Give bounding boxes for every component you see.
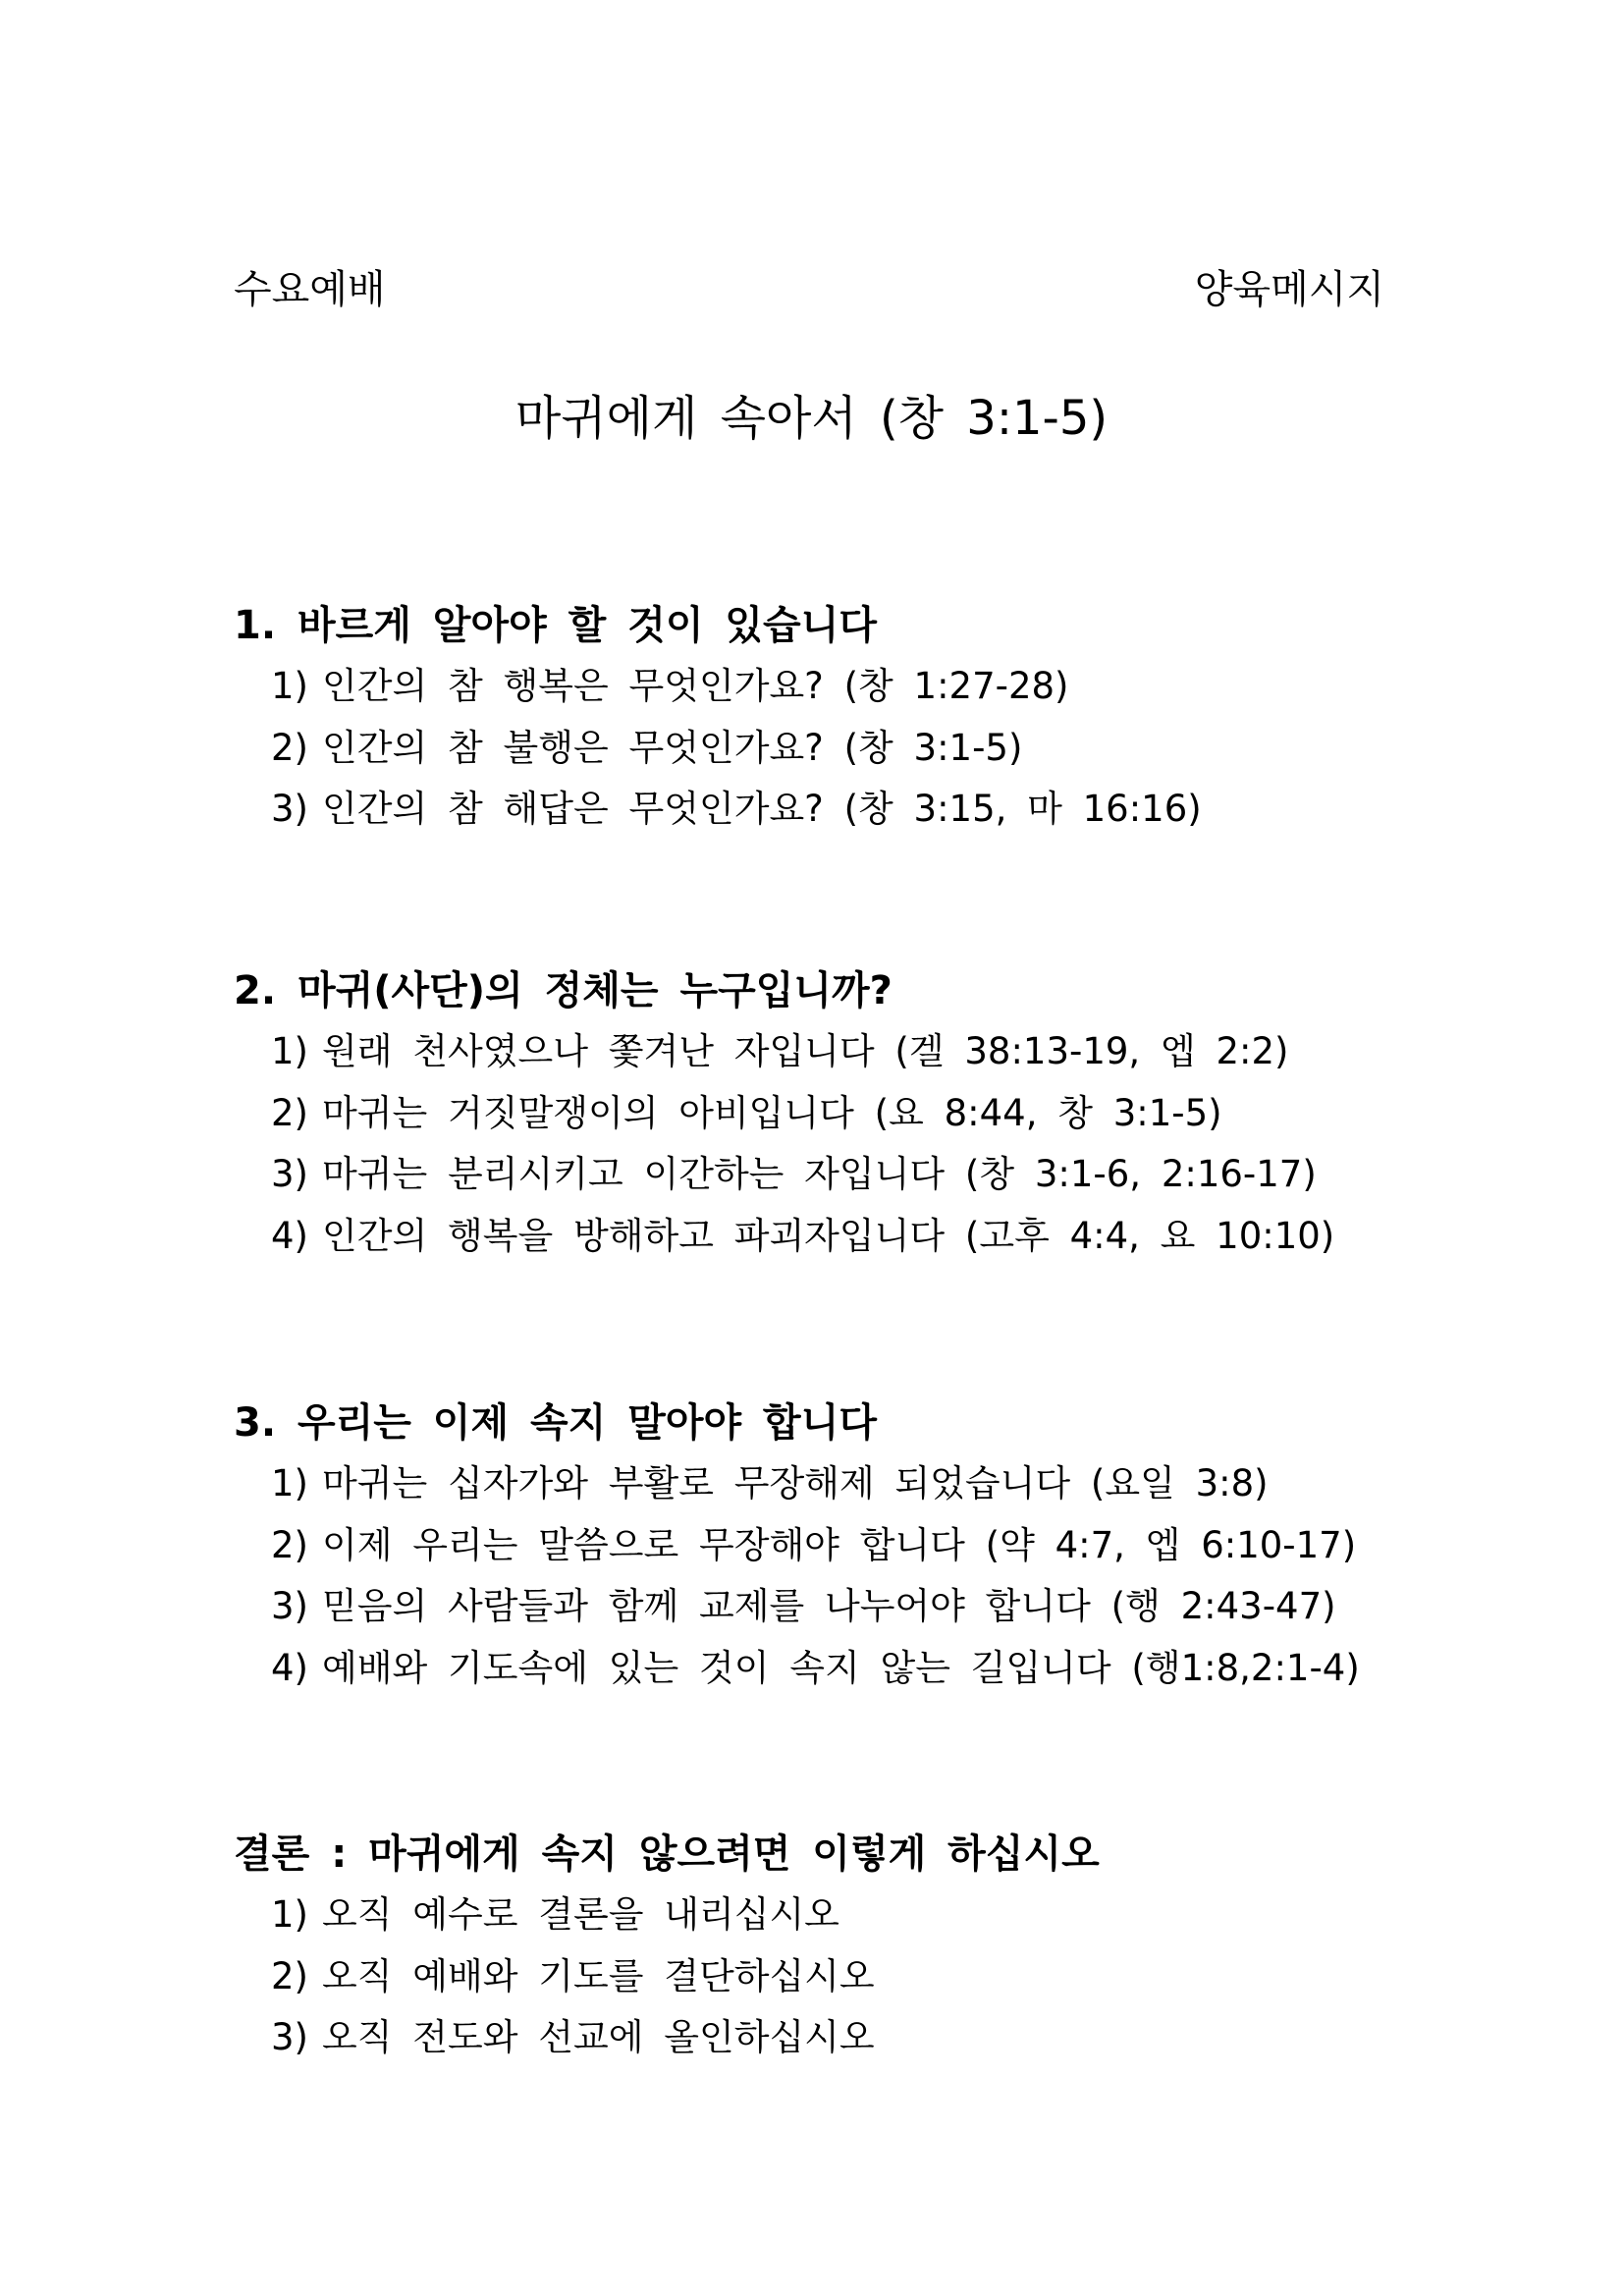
item-text: 원래 천사였으나 쫓겨난 자입니다 (겔 38:13-19, 엡 2:2)	[322, 1030, 1289, 1072]
list-item	[234, 2007, 1510, 2069]
item-text: 믿음의 사람들과 함께 교제를 나누어야 합니다 (행 2:43-47)	[322, 1585, 1336, 1627]
section-1	[234, 595, 1510, 841]
item-number: 1)	[271, 1030, 308, 1072]
message-type-label: 양육메시지	[1194, 267, 1384, 312]
list-item	[234, 1021, 1510, 1083]
section-heading: 2. 마귀(사단)의 정체는 누구입니까?	[234, 968, 893, 1013]
item-text: 마귀는 십자가와 부활로 무장해제 되었습니다 (요일 3:8)	[322, 1462, 1269, 1504]
list-item	[234, 1576, 1510, 1638]
list-item	[234, 1885, 1510, 1946]
section-heading: 3. 우리는 이제 속지 말아야 합니다	[234, 1400, 877, 1446]
list-item	[234, 1453, 1510, 1515]
item-number: 3)	[271, 1153, 308, 1195]
section-heading: 결론 : 마귀에게 속지 않으려면 이렇게 하십시오	[234, 1831, 1100, 1877]
item-text: 인간의 참 행복은 무엇인가요? (창 1:27-28)	[322, 665, 1069, 707]
item-text: 오직 예배와 기도를 결단하십시오	[322, 1954, 875, 1997]
item-number: 1)	[271, 1893, 308, 1936]
item-number: 4)	[271, 1214, 308, 1257]
list-item	[234, 1206, 1510, 1268]
section-heading: 1. 바르게 알아야 할 것이 있습니다	[234, 603, 877, 648]
item-number: 3)	[271, 788, 308, 830]
list-item	[234, 718, 1510, 780]
item-text: 인간의 행복을 방해하고 파괴자입니다 (고후 4:4, 요 10:10)	[322, 1214, 1335, 1257]
item-text: 오직 예수로 결론을 내리십시오	[322, 1893, 839, 1936]
item-number: 2)	[271, 1954, 308, 1997]
section-3	[234, 1393, 1510, 1699]
list-item	[234, 656, 1510, 718]
item-text: 마귀는 분리시키고 이간하는 자입니다 (창 3:1-6, 2:16-17)	[322, 1153, 1317, 1195]
item-text: 예배와 기도속에 있는 것이 속지 않는 길입니다 (행1:8,2:1-4)	[322, 1646, 1360, 1689]
item-number: 4)	[271, 1646, 308, 1689]
list-item	[234, 1515, 1510, 1577]
page-header	[234, 263, 1384, 316]
item-number: 2)	[271, 1523, 308, 1566]
list-item	[234, 1638, 1510, 1700]
conclusion-section	[234, 1824, 1510, 2069]
service-type-label: 수요예배	[234, 267, 386, 312]
sermon-title: 마귀에게 속아서 (창 3:1-5)	[514, 391, 1109, 446]
item-text: 마귀는 거짓말쟁이의 아비입니다 (요 8:44, 창 3:1-5)	[322, 1091, 1222, 1134]
item-number: 1)	[271, 1462, 308, 1504]
item-number: 2)	[271, 1091, 308, 1134]
item-number: 1)	[271, 665, 308, 707]
item-number: 3)	[271, 2016, 308, 2058]
list-item	[234, 1946, 1510, 2008]
item-number: 2)	[271, 726, 308, 769]
list-item	[234, 1083, 1510, 1145]
list-item	[234, 779, 1510, 841]
list-item	[234, 1144, 1510, 1206]
item-text: 인간의 참 해답은 무엇인가요? (창 3:15, 마 16:16)	[322, 788, 1202, 830]
item-text: 오직 전도와 선교에 올인하십시오	[322, 2016, 875, 2058]
item-text: 이제 우리는 말씀으로 무장해야 합니다 (약 4:7, 엡 6:10-17)	[322, 1523, 1357, 1566]
item-number: 3)	[271, 1585, 308, 1627]
section-2	[234, 960, 1510, 1267]
item-text: 인간의 참 불행은 무엇인가요? (창 3:1-5)	[322, 726, 1023, 769]
